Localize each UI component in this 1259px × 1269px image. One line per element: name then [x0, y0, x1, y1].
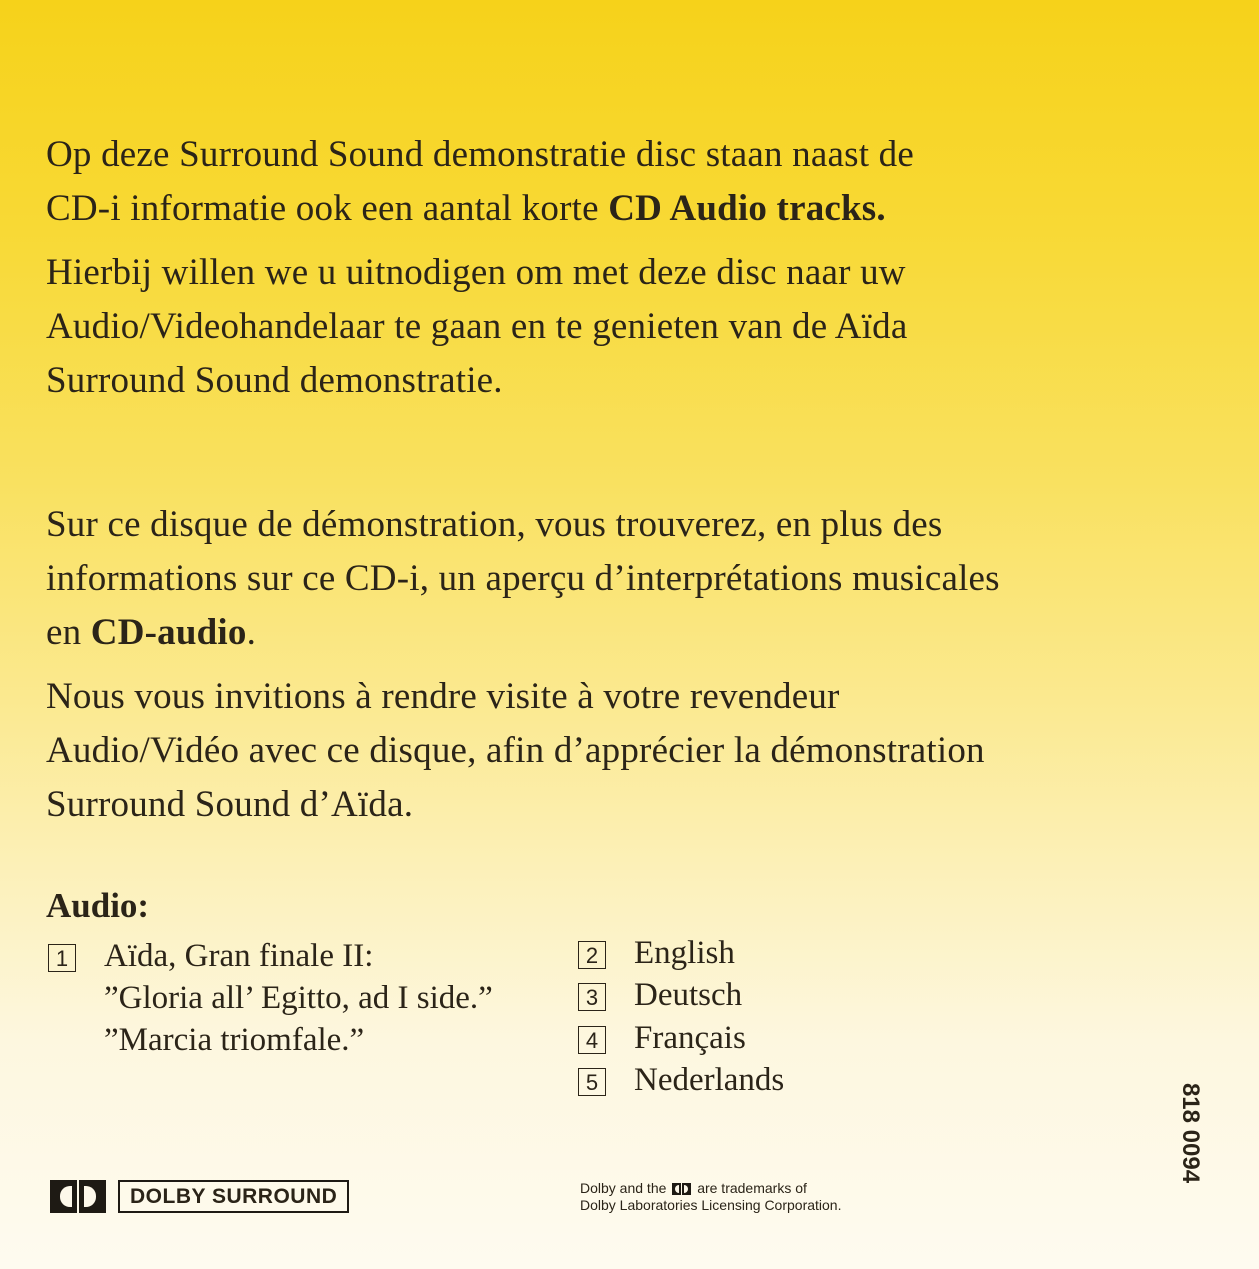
- track-number-box: 5: [578, 1068, 606, 1096]
- dutch-paragraph-2: [46, 246, 908, 408]
- dutch-p1-line2: CD-i informatie ook een aantal korte: [46, 188, 609, 229]
- french-p2-line2: Audio/Vidéo avec ce disque, afin d’apprécier la démonstration: [46, 730, 985, 771]
- track-1-title: Aïda, Gran finale II:: [104, 938, 374, 974]
- track-number-box: 1: [48, 944, 76, 972]
- track-number-box: 4: [578, 1026, 606, 1054]
- track-number-box: 2: [578, 941, 606, 969]
- dolby-surround-logo: [50, 1180, 349, 1213]
- french-paragraph-1: [46, 498, 1000, 660]
- dutch-p2-line1: Hierbij willen we u uitnodigen om met deze disc naar uw: [46, 252, 906, 293]
- audio-heading: Audio:: [46, 886, 150, 925]
- french-p1-line3-pre: en: [46, 612, 91, 653]
- french-paragraph-2: [46, 670, 985, 832]
- dolby-surround-label: DOLBY SURROUND: [118, 1180, 349, 1213]
- french-p1-line2: informations sur ce CD-i, un aperçu d’interprétations musicales: [46, 558, 1000, 599]
- track-number-box: 3: [578, 983, 606, 1011]
- french-p2-line3: Surround Sound d’Aïda.: [46, 784, 414, 825]
- dolby-trademark-notice: [580, 1180, 841, 1214]
- french-p2-line1: Nous vous invitions à rendre visite à votre revendeur: [46, 676, 840, 717]
- trademark-post: are trademarks of: [697, 1180, 807, 1196]
- track-2-label: English: [634, 935, 735, 971]
- track-4-label: Français: [634, 1020, 746, 1056]
- french-p1-line1: Sur ce disque de démonstration, vous trouverez, en plus des: [46, 504, 943, 545]
- dutch-p1-bold: CD Audio tracks.: [608, 188, 886, 229]
- catalog-number: 818 0094: [1177, 1082, 1204, 1184]
- trademark-pre: Dolby and the: [580, 1180, 667, 1196]
- dutch-paragraph-1: [46, 128, 914, 236]
- dutch-p2-line2: Audio/Videohandelaar te gaan en te genieten van de Aïda: [46, 306, 908, 347]
- double-d-logo-icon: [672, 1183, 691, 1195]
- french-p1-line3-post: .: [246, 612, 257, 653]
- track-1-subtitle-2: ”Marcia triomfale.”: [104, 1022, 365, 1058]
- french-p1-bold: CD-audio: [90, 612, 247, 653]
- track-5-label: Nederlands: [634, 1062, 785, 1098]
- double-d-logo-icon: [50, 1180, 106, 1213]
- dutch-p2-line3: Surround Sound demonstratie.: [46, 360, 503, 401]
- track-3-label: Deutsch: [634, 977, 743, 1013]
- trademark-line2: Dolby Laboratories Licensing Corporation.: [580, 1197, 842, 1213]
- track-1-text: [104, 935, 493, 1061]
- track-1-subtitle-1: ”Gloria all’ Egitto, ad I side.”: [104, 980, 493, 1016]
- dutch-p1-line1: Op deze Surround Sound demonstratie disc staan naast de: [46, 134, 914, 175]
